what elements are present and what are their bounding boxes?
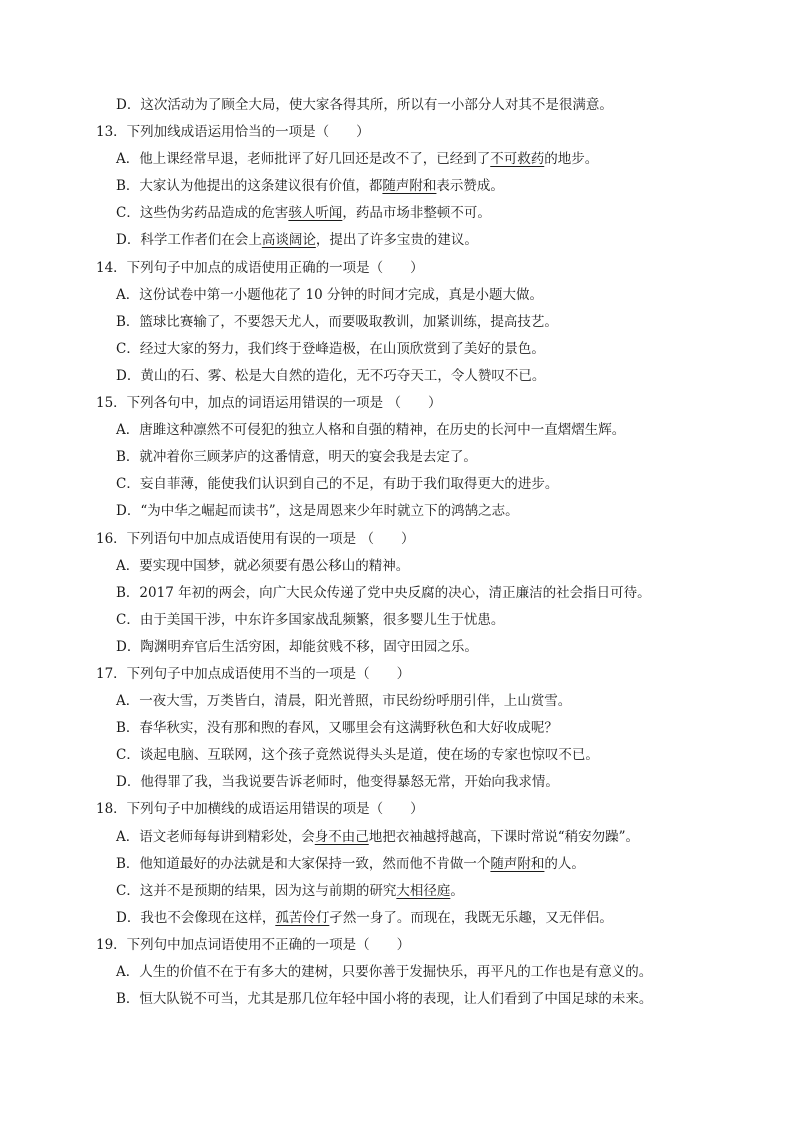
underlined-idiom: 骇人听闻: [288, 205, 343, 222]
question-stem: [96, 119, 706, 146]
text-segment: D．黄山的石、雾、松是大自然的造化，无不巧夺天工，令人赞叹不已。: [116, 367, 546, 384]
text-segment: 15．下列各句中，加点的词语运用错误的一项是 （ ）: [96, 395, 442, 412]
underlined-idiom: 不可救药: [490, 151, 545, 168]
text-segment: 14．下列句子中加点的成语使用正确的一项是（ ）: [96, 259, 424, 276]
text-segment: B．就冲着你三顾茅庐的这番情意，明天的宴会我是去定了。: [116, 449, 477, 466]
answer-option: [96, 688, 706, 715]
answer-option: [96, 444, 706, 471]
answer-option: [96, 878, 706, 905]
answer-option: [96, 282, 706, 309]
text-segment: D．我也不会像现在这样，: [116, 909, 276, 926]
underlined-idiom: 随声附和: [382, 178, 437, 195]
text-segment: 19．下列句中加点词语使用不正确的一项是（ ）: [96, 936, 411, 953]
text-segment: A．这份试卷中第一小题他花了 10 分钟的时间才完成，真是小题大做。: [116, 286, 544, 303]
text-segment: 的人。: [544, 855, 585, 872]
text-segment: D．他得罪了我，当我说要告诉老师时，他变得暴怒无常，开始向我求情。: [116, 774, 559, 791]
text-segment: B．他知道最好的办法就是和大家保持一致，然而他不肯做一个: [116, 855, 491, 872]
answer-option: [96, 580, 706, 607]
question-stem: [96, 526, 706, 553]
text-segment: 表示赞成。: [436, 178, 504, 195]
text-segment: D．陶渊明弃官后生活穷困，却能贫贱不移，固守田园之乐。: [116, 638, 478, 655]
answer-option: [96, 363, 706, 390]
text-segment: A．要实现中国梦，就必须要有愚公移山的精神。: [116, 557, 410, 574]
question-stem: [96, 390, 706, 417]
answer-option: [96, 986, 706, 1013]
text-segment: 孑然一身了。而现在，我既无乐趣，又无伴侣。: [329, 909, 613, 926]
text-segment: D．“为中华之崛起而读书”，这是周恩来少年时就立下的鸿鹄之志。: [116, 503, 519, 520]
answer-option: [96, 417, 706, 444]
underlined-idiom: 身不由己: [314, 828, 369, 845]
text-segment: B．恒大队锐不可当，尤其是那几位年轻中国小将的表现，让人们看到了中国足球的未来。: [116, 991, 653, 1008]
answer-option: [96, 824, 706, 851]
underlined-idiom: 孤苦伶仃: [275, 909, 330, 926]
text-segment: B．大家认为他提出的这条建议很有价值，都: [116, 178, 383, 195]
text-segment: ，提出了许多宝贵的建议。: [315, 232, 478, 249]
question-stem: [96, 932, 706, 959]
text-segment: C．这些伪劣药品造成的危害: [116, 205, 289, 222]
answer-option: [96, 92, 706, 119]
text-segment: C．妄自菲薄，能使我们认识到自己的不足，有助于我们取得更大的进步。: [116, 476, 559, 493]
text-segment: B．2017 年初的两会，向广大民众传递了党中央反腐的决心，清正廉洁的社会指日可待。: [116, 584, 651, 601]
text-segment: C．这并不是预期的结果，因为这与前期的研究: [116, 882, 397, 899]
text-segment: 地把衣袖越捋越高，下课时常说“稍安勿躁”。: [368, 828, 640, 845]
answer-option: [96, 173, 706, 200]
answer-option: [96, 905, 706, 932]
answer-option: [96, 227, 706, 254]
text-segment: A．他上课经常早退，老师批评了好几回还是改不了，已经到了: [116, 151, 491, 168]
text-segment: B．篮球比赛输了，不要怨天尤人，而要吸取教训，加紧训练，提高技艺。: [116, 313, 558, 330]
text-segment: D．这次活动为了顾全大局，使大家各得其所，所以有一小部分人对其不是很满意。: [116, 97, 613, 113]
answer-option: [96, 769, 706, 796]
answer-option: [96, 471, 706, 498]
text-segment: A．一夜大雪，万类皆白，清晨，阳光普照，市民纷纷呼朋引伴，上山赏雪。: [116, 693, 572, 710]
text-segment: 13．下列加线成语运用恰当的一项是（ ）: [96, 124, 370, 141]
text-segment: 的地步。: [544, 151, 599, 168]
text-segment: C．谈起电脑、互联网，这个孩子竟然说得头头是道，使在场的专家也惊叹不已。: [116, 747, 599, 764]
text-segment: C．由于美国干涉，中东许多国家战乱频繁，很多婴儿生于忧患。: [116, 611, 505, 628]
text-segment: D．科学工作者们在会上: [116, 232, 262, 249]
text-segment: 18．下列句子中加横线的成语运用错误的项是（ ）: [96, 801, 424, 818]
text-segment: A．人生的价值不在于有多大的建树，只要你善于发掘快乐，再平凡的工作也是有意义的。: [116, 964, 653, 980]
underlined-idiom: 随声附和: [490, 855, 545, 872]
text-segment: ，药品市场非整顿不可。: [342, 205, 491, 222]
question-stem: [96, 661, 706, 688]
text-segment: 17．下列句子中加点成语使用不当的一项是（ ）: [96, 665, 411, 682]
answer-option: [96, 959, 706, 986]
underlined-idiom: 高谈阔论: [261, 232, 316, 249]
question-list: [96, 92, 706, 1013]
question-stem: [96, 796, 706, 823]
answer-option: [96, 200, 706, 227]
answer-option: [96, 498, 706, 525]
answer-option: [96, 851, 706, 878]
text-segment: C．经过大家的努力，我们终于登峰造极，在山顶欣赏到了美好的景色。: [116, 340, 545, 357]
text-segment: A．语文老师每每讲到精彩处，会: [116, 828, 315, 845]
question-stem: [96, 255, 706, 282]
answer-option: [96, 336, 706, 363]
underlined-idiom: 大相径庭: [396, 882, 451, 899]
answer-option: [96, 742, 706, 769]
answer-option: [96, 715, 706, 742]
answer-option: [96, 634, 706, 661]
text-segment: B．春华秋实，没有那和煦的春风，又哪里会有这满野秋色和大好收成呢？: [116, 720, 558, 737]
text-segment: 16．下列语句中加点成语使用有误的一项是 （ ）: [96, 530, 415, 547]
text-segment: A．唐雎这种凛然不可侵犯的独立人格和自强的精神，在历史的长河中一直熠熠生辉。: [116, 422, 626, 439]
answer-option: [96, 607, 706, 634]
answer-option: [96, 309, 706, 336]
text-segment: 。: [450, 882, 464, 899]
answer-option: [96, 146, 706, 173]
answer-option: [96, 553, 706, 580]
